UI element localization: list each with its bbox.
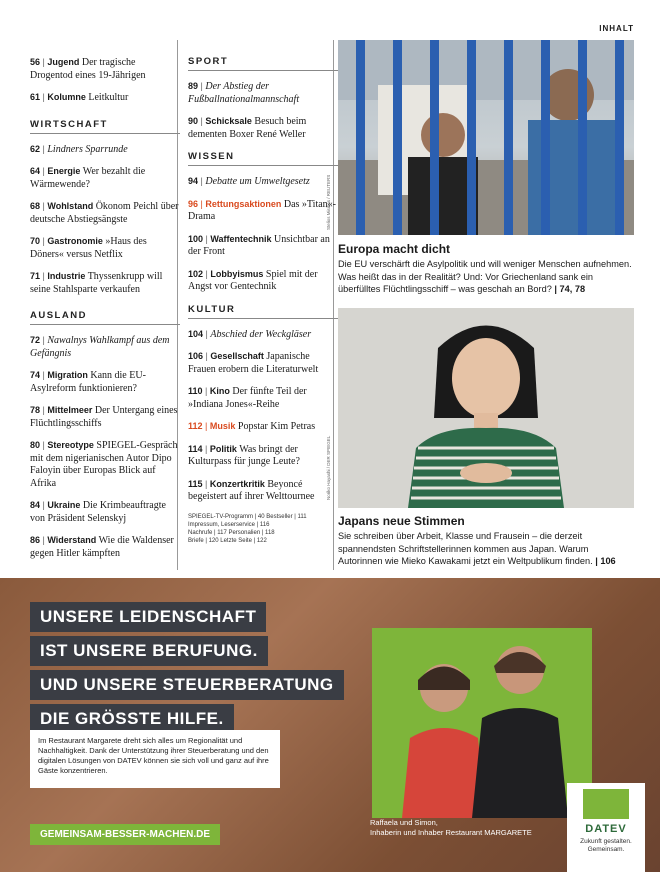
separator: |	[40, 440, 48, 450]
page-number: 89	[188, 81, 199, 91]
separator: |	[198, 81, 206, 91]
story-title-japan: Japans neue Stimmen	[338, 514, 465, 528]
page-reference: | 74, 78	[554, 284, 586, 294]
toc-entry[interactable]	[188, 268, 338, 294]
page-number: 104	[188, 328, 204, 339]
section-heading-ausland: AUSLAND	[30, 310, 180, 325]
entry-text: Besuch beim dementen Boxer René Weller	[188, 116, 307, 140]
separator: |	[203, 268, 211, 279]
ad-headline-line: DIE GRÖSSTE HILFE.	[30, 704, 234, 734]
entry-keyword: Gesellschaft	[210, 351, 264, 361]
ad-photo-caption: Raffaela und Simon, Inhaberin und Inhaber Restaurant MARGARETE	[370, 818, 532, 837]
separator: |	[40, 370, 48, 380]
entry-keyword: Rettungsaktionen	[205, 198, 282, 209]
photo-migrants-at-fence	[338, 40, 634, 235]
entry-text: Debatte um Umweltgesetz	[205, 176, 310, 187]
page-number: 86	[30, 535, 41, 545]
entry-text: Lindners Sparrunde	[47, 143, 128, 155]
separator: |	[202, 421, 210, 431]
entry-text: Kann die EU-Asylreform funktionieren?	[30, 370, 146, 394]
toc-entry[interactable]	[188, 175, 338, 189]
entry-keyword: Kino	[209, 386, 230, 396]
separator: |	[40, 57, 48, 67]
toc-entry[interactable]	[188, 80, 338, 106]
separator: |	[202, 478, 210, 489]
page-number: 106	[188, 351, 204, 361]
page-number: 84	[30, 500, 41, 510]
page-number: 90	[188, 116, 199, 126]
separator: |	[203, 233, 211, 244]
page-number: 71	[30, 271, 41, 281]
page-number: 100	[188, 233, 204, 244]
page-number: 56	[30, 57, 41, 67]
entry-text: Wer bezahlt die Wärmewende?	[30, 166, 146, 190]
toc-entry[interactable]	[30, 439, 180, 490]
entry-keyword: Gastronomie	[47, 236, 103, 246]
section-heading-wirtschaft: WIRTSCHAFT	[30, 119, 180, 134]
entry-text: Der tragische Drogentod eines 19-Jährigen	[30, 57, 146, 81]
photo-credit: Noriko Hayashi / DER SPIEGEL	[326, 435, 331, 500]
ad-headline-line: UND UNSERE STEUERBERATUNG	[30, 670, 344, 700]
entry-text: Der Untergang eines Flüchtlingsschiffs	[30, 405, 178, 429]
entry-keyword: Migration	[47, 370, 88, 380]
toc-column-1	[30, 40, 180, 569]
entry-text: Beyoncé begeistert auf ihrer Welttournee	[188, 478, 315, 502]
separator: |	[198, 198, 206, 209]
entry-keyword: Mittelmeer	[47, 405, 93, 415]
toc-entry[interactable]	[30, 270, 180, 296]
page-number: 61	[30, 92, 41, 102]
toc-entry[interactable]	[30, 143, 180, 157]
entry-text: »Haus des Döners« versus Netflix	[30, 236, 147, 260]
toc-entry[interactable]	[30, 369, 180, 395]
section-heading-wissen: WISSEN	[188, 151, 338, 166]
brand-slogan: Zukunft gestalten. Gemeinsam.	[580, 838, 632, 853]
entry-keyword: Musik	[209, 421, 236, 431]
toc-entry[interactable]	[30, 56, 180, 82]
page-number: 64	[30, 166, 41, 176]
entry-keyword: Wohlstand	[47, 201, 94, 211]
toc-entry[interactable]	[30, 334, 180, 360]
entry-keyword: Energie	[47, 166, 81, 176]
entry-keyword: Konzertkritik	[209, 478, 265, 489]
datev-advertisement	[0, 578, 660, 872]
entry-keyword: Schicksale	[205, 116, 252, 126]
separator: |	[40, 335, 48, 345]
entry-text: Die Krimbeauftragte von Präsident Selenskyj	[30, 500, 166, 524]
toc-entry[interactable]	[188, 443, 338, 469]
ad-body-text: Im Restaurant Margarete dreht sich alles um Regionalität und Nachhaltigkeit. Dank der Unterstützung ihrer Steuerberatung und den digitalen Lösungen von DATEV können sie sich voll und ganz auf ihre Gäste konzentrieren.	[30, 730, 280, 788]
page-number: 110	[188, 386, 203, 396]
toc-entry[interactable]	[188, 350, 338, 376]
entry-keyword: Widerstand	[47, 535, 97, 545]
entry-keyword: Kolumne	[47, 92, 86, 102]
separator: |	[40, 500, 48, 510]
datev-logo-icon	[583, 789, 629, 819]
separator: |	[40, 166, 48, 176]
story-title-europa: Europa macht dicht	[338, 242, 451, 256]
page-number: 80	[30, 440, 41, 450]
ad-headline-line: UNSERE LEIDENSCHAFT	[30, 602, 266, 632]
entry-text: Japanische Frauen erobern die Literaturwelt	[188, 351, 319, 375]
section-heading-kultur: KULTUR	[188, 304, 338, 319]
page-number: 96	[188, 198, 199, 209]
entry-text: Wie die Waldenser gegen Hitler kämpften	[30, 535, 174, 559]
photo-author-portrait	[338, 308, 634, 508]
separator: |	[40, 535, 48, 545]
fineprint-index: SPIEGEL-TV-Programm | 40 Bestseller | 111 Impressum, Leserservice | 116 Nachrufe | 117 Personalien | 118 Briefe | 120 Letzte Seite | 122	[188, 513, 307, 544]
toc-entry[interactable]	[30, 404, 180, 430]
separator: |	[40, 143, 48, 154]
entry-text: Der Abstieg der Fußballnationalmannschaft	[188, 81, 300, 105]
separator: |	[202, 386, 210, 396]
toc-entry[interactable]	[30, 91, 180, 105]
separator: |	[40, 201, 48, 211]
entry-keyword: Jugend	[47, 57, 80, 67]
separator: |	[203, 351, 211, 361]
separator: |	[40, 92, 48, 102]
brand-name: DATEV	[585, 823, 627, 835]
story-teaser-japan: Sie schreiben über Arbeit, Klasse und Frausein – die derzeit spannendsten Schriftstellerinnen kommen aus Japan. Warum Autorinnen wie Mieko Kawakami jetzt ein Weltpublikum finden. | 106	[338, 531, 616, 566]
separator: |	[198, 116, 206, 126]
page-number: 78	[30, 405, 41, 415]
page-number: 62	[30, 143, 41, 154]
ad-green-backdrop	[372, 628, 592, 818]
separator: |	[202, 443, 210, 454]
section-heading-sport: SPORT	[188, 56, 338, 71]
entry-text: Was bringt der Kulturpass für junge Leute?	[188, 443, 300, 467]
ad-campaign-link[interactable]: GEMEINSAM-BESSER-MACHEN.DE	[30, 824, 220, 845]
toc-entry[interactable]	[30, 534, 180, 560]
entry-keyword: Politik	[209, 443, 237, 454]
separator: |	[203, 328, 211, 339]
entry-text: Spiel mit der Angst vor Gentechnik	[188, 268, 318, 292]
toc-entry[interactable]	[188, 478, 338, 504]
toc-entry[interactable]	[188, 420, 338, 434]
page-number: 115	[188, 478, 203, 489]
entry-text: Popstar Kim Petras	[237, 421, 316, 432]
page-number: 70	[30, 236, 41, 246]
toc-entry[interactable]	[30, 235, 180, 261]
toc-column-2	[188, 40, 338, 545]
entry-text: Thyssenkrupp will seine Stahlsparte verkaufen	[30, 271, 163, 295]
entry-text: Das »Titan«-Drama	[188, 198, 337, 222]
page-number: 94	[188, 176, 199, 186]
toc-entry[interactable]	[30, 499, 180, 525]
ad-headline-line: IST UNSERE BERUFUNG.	[30, 636, 268, 666]
story-teaser-europa: Die EU verschärft die Asylpolitik und will weniger Menschen aufnehmen. Was heißt das in der Realität? Und: Vor Griechenland sank ein überfülltes Flüchtlingsschiff – was geschah an Bord? | 74, 78	[338, 259, 632, 294]
separator: |	[198, 176, 206, 186]
toc-entry[interactable]	[30, 165, 180, 191]
section-tag: INHALT	[599, 24, 634, 33]
entry-keyword: Stereotype	[47, 440, 94, 450]
page-number: 72	[30, 335, 41, 345]
entry-text: Unsichtbar an der Front	[188, 233, 330, 257]
entry-keyword: Industrie	[47, 271, 86, 281]
toc-entry[interactable]	[188, 385, 338, 411]
entry-text: Nawalnys Wahlkampf aus dem Gefängnis	[30, 335, 170, 359]
entry-keyword: Lobbyismus	[210, 268, 264, 279]
entry-text: Abschied der Weckgläser	[210, 328, 312, 340]
entry-keyword: Ukraine	[47, 500, 81, 510]
entry-text: SPIEGEL-Gespräch mit dem nigerianischen Autor Dipo Faloyin über Europas Blick auf Afrika	[30, 440, 178, 489]
toc-entry[interactable]	[188, 328, 338, 342]
page-number: 114	[188, 443, 203, 454]
toc-entry[interactable]	[188, 198, 338, 224]
separator: |	[40, 405, 48, 415]
entry-text: Der fünfte Teil der »Indiana Jones«-Reihe	[188, 386, 307, 410]
toc-entry[interactable]	[188, 115, 338, 141]
entry-text: Leitkultur	[88, 92, 129, 103]
page-number: 74	[30, 370, 41, 380]
separator: |	[40, 236, 48, 246]
separator: |	[40, 271, 48, 281]
photo-credit: Stelios Misinas / REUTERS	[326, 174, 331, 230]
toc-entry[interactable]	[188, 233, 338, 259]
page-reference: | 106	[595, 556, 616, 566]
page-number: 68	[30, 201, 41, 211]
page-number: 112	[188, 421, 203, 431]
toc-entry[interactable]	[30, 200, 180, 226]
entry-keyword: Waffentechnik	[210, 233, 272, 244]
page-number: 102	[188, 268, 204, 279]
datev-logo-box	[567, 783, 645, 872]
entry-text: Ökonom Peichl über deutsche Abstiegsängste	[30, 201, 179, 225]
